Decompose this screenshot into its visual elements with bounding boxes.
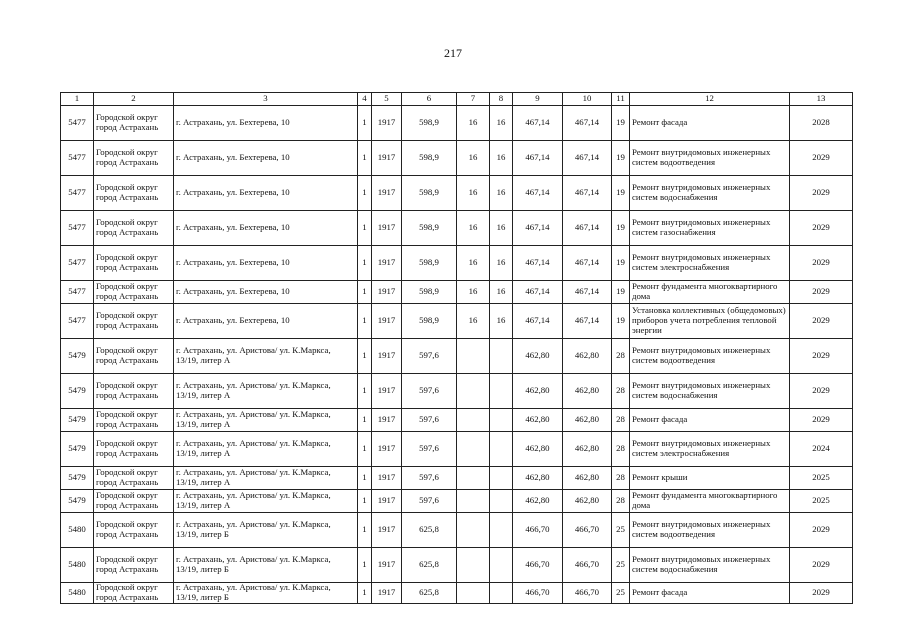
work-type-cell: Ремонт внутридомовых инженерных систем водоснабжения bbox=[630, 548, 790, 583]
column-7-cell: 16 bbox=[457, 176, 490, 211]
column-11-cell: 19 bbox=[612, 211, 630, 246]
plan-year-cell: 2029 bbox=[790, 583, 853, 604]
municipality-cell: Городской округ город Астрахань bbox=[94, 141, 174, 176]
column-9-cell: 462,80 bbox=[513, 374, 563, 409]
column-10-cell: 462,80 bbox=[563, 467, 612, 490]
column-4-cell: 1 bbox=[358, 211, 372, 246]
plan-year-cell: 2024 bbox=[790, 432, 853, 467]
work-type-cell: Ремонт фасада bbox=[630, 106, 790, 141]
municipality-cell: Городской округ город Астрахань bbox=[94, 513, 174, 548]
column-11-cell: 19 bbox=[612, 304, 630, 339]
table-row bbox=[61, 490, 853, 513]
area-cell: 597,6 bbox=[402, 467, 457, 490]
work-type-cell: Ремонт внутридомовых инженерных систем водоснабжения bbox=[630, 176, 790, 211]
address-cell: г. Астрахань, ул. Аристова/ ул. К.Маркса, 13/19, литер Б bbox=[174, 583, 358, 604]
column-header: 9 bbox=[513, 93, 563, 106]
address-cell: г. Астрахань, ул. Бехтерева, 10 bbox=[174, 106, 358, 141]
work-type-cell: Ремонт фундамента многоквартирного дома bbox=[630, 281, 790, 304]
column-10-cell: 462,80 bbox=[563, 339, 612, 374]
column-8-cell bbox=[490, 467, 513, 490]
address-cell: г. Астрахань, ул. Аристова/ ул. К.Маркса, 13/19, литер Б bbox=[174, 513, 358, 548]
municipality-cell: Городской округ город Астрахань bbox=[94, 583, 174, 604]
table-row bbox=[61, 176, 853, 211]
column-10-cell: 467,14 bbox=[563, 211, 612, 246]
year-cell: 1917 bbox=[372, 176, 402, 211]
column-9-cell: 462,80 bbox=[513, 339, 563, 374]
area-cell: 598,9 bbox=[402, 304, 457, 339]
column-7-cell bbox=[457, 583, 490, 604]
column-7-cell: 16 bbox=[457, 106, 490, 141]
column-header: 4 bbox=[358, 93, 372, 106]
plan-year-cell: 2029 bbox=[790, 176, 853, 211]
work-type-cell: Ремонт крыши bbox=[630, 467, 790, 490]
work-type-cell: Ремонт внутридомовых инженерных систем электроснабжения bbox=[630, 432, 790, 467]
year-cell: 1917 bbox=[372, 409, 402, 432]
column-11-cell: 19 bbox=[612, 281, 630, 304]
column-4-cell: 1 bbox=[358, 409, 372, 432]
municipality-cell: Городской округ город Астрахань bbox=[94, 467, 174, 490]
column-9-cell: 466,70 bbox=[513, 513, 563, 548]
year-cell: 1917 bbox=[372, 106, 402, 141]
row-id-cell: 5477 bbox=[61, 106, 94, 141]
column-header: 5 bbox=[372, 93, 402, 106]
column-8-cell bbox=[490, 339, 513, 374]
table-row bbox=[61, 211, 853, 246]
year-cell: 1917 bbox=[372, 304, 402, 339]
year-cell: 1917 bbox=[372, 467, 402, 490]
column-8-cell bbox=[490, 490, 513, 513]
column-10-cell: 467,14 bbox=[563, 281, 612, 304]
column-7-cell: 16 bbox=[457, 141, 490, 176]
plan-year-cell: 2029 bbox=[790, 374, 853, 409]
row-id-cell: 5477 bbox=[61, 246, 94, 281]
plan-year-cell: 2029 bbox=[790, 548, 853, 583]
column-8-cell: 16 bbox=[490, 246, 513, 281]
address-cell: г. Астрахань, ул. Аристова/ ул. К.Маркса, 13/19, литер А bbox=[174, 467, 358, 490]
column-8-cell: 16 bbox=[490, 176, 513, 211]
column-header: 8 bbox=[490, 93, 513, 106]
column-7-cell bbox=[457, 432, 490, 467]
column-4-cell: 1 bbox=[358, 432, 372, 467]
column-11-cell: 28 bbox=[612, 467, 630, 490]
column-7-cell bbox=[457, 409, 490, 432]
row-id-cell: 5479 bbox=[61, 432, 94, 467]
column-11-cell: 25 bbox=[612, 583, 630, 604]
column-header: 2 bbox=[94, 93, 174, 106]
work-type-cell: Ремонт внутридомовых инженерных систем водоотведения bbox=[630, 339, 790, 374]
area-cell: 625,8 bbox=[402, 513, 457, 548]
column-8-cell bbox=[490, 432, 513, 467]
column-9-cell: 462,80 bbox=[513, 467, 563, 490]
column-9-cell: 467,14 bbox=[513, 176, 563, 211]
municipality-cell: Городской округ город Астрахань bbox=[94, 106, 174, 141]
column-4-cell: 1 bbox=[358, 176, 372, 211]
address-cell: г. Астрахань, ул. Аристова/ ул. К.Маркса, 13/19, литер А bbox=[174, 374, 358, 409]
table-row bbox=[61, 374, 853, 409]
plan-year-cell: 2029 bbox=[790, 281, 853, 304]
page-number: 217 bbox=[444, 46, 462, 60]
row-id-cell: 5477 bbox=[61, 176, 94, 211]
table-row bbox=[61, 304, 853, 339]
municipality-cell: Городской округ город Астрахань bbox=[94, 339, 174, 374]
municipality-cell: Городской округ город Астрахань bbox=[94, 211, 174, 246]
table-row bbox=[61, 513, 853, 548]
column-8-cell bbox=[490, 548, 513, 583]
work-type-cell: Ремонт внутридомовых инженерных систем водоотведения bbox=[630, 513, 790, 548]
year-cell: 1917 bbox=[372, 281, 402, 304]
column-8-cell: 16 bbox=[490, 304, 513, 339]
municipality-cell: Городской округ город Астрахань bbox=[94, 409, 174, 432]
column-7-cell bbox=[457, 490, 490, 513]
work-type-cell: Ремонт внутридомовых инженерных систем водоотведения bbox=[630, 141, 790, 176]
column-4-cell: 1 bbox=[358, 374, 372, 409]
year-cell: 1917 bbox=[372, 141, 402, 176]
address-cell: г. Астрахань, ул. Бехтерева, 10 bbox=[174, 304, 358, 339]
plan-year-cell: 2029 bbox=[790, 513, 853, 548]
work-type-cell: Ремонт фундамента многоквартирного дома bbox=[630, 490, 790, 513]
column-4-cell: 1 bbox=[358, 246, 372, 281]
column-7-cell bbox=[457, 374, 490, 409]
column-header: 7 bbox=[457, 93, 490, 106]
column-number-row bbox=[61, 93, 853, 106]
column-11-cell: 19 bbox=[612, 106, 630, 141]
column-11-cell: 28 bbox=[612, 409, 630, 432]
column-4-cell: 1 bbox=[358, 490, 372, 513]
plan-year-cell: 2029 bbox=[790, 141, 853, 176]
area-cell: 597,6 bbox=[402, 490, 457, 513]
table-row bbox=[61, 281, 853, 304]
column-7-cell bbox=[457, 513, 490, 548]
address-cell: г. Астрахань, ул. Аристова/ ул. К.Маркса, 13/19, литер А bbox=[174, 490, 358, 513]
column-9-cell: 466,70 bbox=[513, 583, 563, 604]
column-9-cell: 462,80 bbox=[513, 409, 563, 432]
area-cell: 598,9 bbox=[402, 246, 457, 281]
table-row bbox=[61, 467, 853, 490]
column-7-cell: 16 bbox=[457, 211, 490, 246]
address-cell: г. Астрахань, ул. Аристова/ ул. К.Маркса, 13/19, литер А bbox=[174, 339, 358, 374]
column-9-cell: 467,14 bbox=[513, 106, 563, 141]
column-8-cell: 16 bbox=[490, 141, 513, 176]
column-header: 12 bbox=[630, 93, 790, 106]
row-id-cell: 5480 bbox=[61, 548, 94, 583]
column-10-cell: 462,80 bbox=[563, 432, 612, 467]
table-row bbox=[61, 339, 853, 374]
column-4-cell: 1 bbox=[358, 304, 372, 339]
area-cell: 625,8 bbox=[402, 583, 457, 604]
column-8-cell bbox=[490, 374, 513, 409]
table-row bbox=[61, 106, 853, 141]
year-cell: 1917 bbox=[372, 246, 402, 281]
column-7-cell bbox=[457, 339, 490, 374]
column-10-cell: 467,14 bbox=[563, 304, 612, 339]
column-10-cell: 462,80 bbox=[563, 409, 612, 432]
row-id-cell: 5479 bbox=[61, 374, 94, 409]
plan-year-cell: 2029 bbox=[790, 409, 853, 432]
column-4-cell: 1 bbox=[358, 513, 372, 548]
column-10-cell: 466,70 bbox=[563, 583, 612, 604]
address-cell: г. Астрахань, ул. Аристова/ ул. К.Маркса, 13/19, литер А bbox=[174, 409, 358, 432]
column-10-cell: 467,14 bbox=[563, 106, 612, 141]
plan-year-cell: 2029 bbox=[790, 304, 853, 339]
column-11-cell: 28 bbox=[612, 432, 630, 467]
table-row bbox=[61, 583, 853, 604]
column-9-cell: 467,14 bbox=[513, 281, 563, 304]
column-9-cell: 467,14 bbox=[513, 304, 563, 339]
column-11-cell: 28 bbox=[612, 490, 630, 513]
plan-year-cell: 2029 bbox=[790, 211, 853, 246]
column-4-cell: 1 bbox=[358, 106, 372, 141]
column-7-cell: 16 bbox=[457, 246, 490, 281]
table-row bbox=[61, 409, 853, 432]
row-id-cell: 5479 bbox=[61, 409, 94, 432]
year-cell: 1917 bbox=[372, 432, 402, 467]
year-cell: 1917 bbox=[372, 490, 402, 513]
municipality-cell: Городской округ город Астрахань bbox=[94, 176, 174, 211]
repair-program-table bbox=[60, 92, 853, 604]
plan-year-cell: 2025 bbox=[790, 490, 853, 513]
address-cell: г. Астрахань, ул. Аристова/ ул. К.Маркса, 13/19, литер А bbox=[174, 432, 358, 467]
municipality-cell: Городской округ город Астрахань bbox=[94, 432, 174, 467]
column-8-cell: 16 bbox=[490, 211, 513, 246]
column-9-cell: 467,14 bbox=[513, 141, 563, 176]
column-11-cell: 19 bbox=[612, 176, 630, 211]
area-cell: 598,9 bbox=[402, 106, 457, 141]
plan-year-cell: 2028 bbox=[790, 106, 853, 141]
column-9-cell: 466,70 bbox=[513, 548, 563, 583]
column-10-cell: 467,14 bbox=[563, 141, 612, 176]
table-row bbox=[61, 432, 853, 467]
area-cell: 597,6 bbox=[402, 409, 457, 432]
column-10-cell: 466,70 bbox=[563, 513, 612, 548]
column-7-cell bbox=[457, 548, 490, 583]
work-type-cell: Ремонт внутридомовых инженерных систем газоснабжения bbox=[630, 211, 790, 246]
column-8-cell: 16 bbox=[490, 281, 513, 304]
column-8-cell bbox=[490, 513, 513, 548]
column-10-cell: 462,80 bbox=[563, 490, 612, 513]
column-4-cell: 1 bbox=[358, 141, 372, 176]
column-9-cell: 462,80 bbox=[513, 490, 563, 513]
year-cell: 1917 bbox=[372, 548, 402, 583]
column-7-cell bbox=[457, 467, 490, 490]
column-11-cell: 28 bbox=[612, 339, 630, 374]
area-cell: 597,6 bbox=[402, 432, 457, 467]
column-11-cell: 25 bbox=[612, 513, 630, 548]
column-header: 6 bbox=[402, 93, 457, 106]
column-11-cell: 19 bbox=[612, 141, 630, 176]
column-header: 3 bbox=[174, 93, 358, 106]
year-cell: 1917 bbox=[372, 339, 402, 374]
work-type-cell: Ремонт внутридомовых инженерных систем водоснабжения bbox=[630, 374, 790, 409]
column-11-cell: 28 bbox=[612, 374, 630, 409]
column-9-cell: 462,80 bbox=[513, 432, 563, 467]
plan-year-cell: 2025 bbox=[790, 467, 853, 490]
row-id-cell: 5477 bbox=[61, 281, 94, 304]
address-cell: г. Астрахань, ул. Бехтерева, 10 bbox=[174, 211, 358, 246]
column-4-cell: 1 bbox=[358, 583, 372, 604]
row-id-cell: 5480 bbox=[61, 583, 94, 604]
area-cell: 598,9 bbox=[402, 211, 457, 246]
column-10-cell: 467,14 bbox=[563, 246, 612, 281]
table-row bbox=[61, 141, 853, 176]
plan-year-cell: 2029 bbox=[790, 246, 853, 281]
table-row bbox=[61, 246, 853, 281]
column-header: 11 bbox=[612, 93, 630, 106]
municipality-cell: Городской округ город Астрахань bbox=[94, 246, 174, 281]
area-cell: 625,8 bbox=[402, 548, 457, 583]
column-4-cell: 1 bbox=[358, 548, 372, 583]
column-header: 10 bbox=[563, 93, 612, 106]
municipality-cell: Городской округ город Астрахань bbox=[94, 490, 174, 513]
row-id-cell: 5479 bbox=[61, 339, 94, 374]
column-11-cell: 19 bbox=[612, 246, 630, 281]
address-cell: г. Астрахань, ул. Бехтерева, 10 bbox=[174, 141, 358, 176]
column-header: 13 bbox=[790, 93, 853, 106]
area-cell: 598,9 bbox=[402, 281, 457, 304]
area-cell: 598,9 bbox=[402, 176, 457, 211]
work-type-cell: Установка коллективных (общедомовых) приборов учета потребления тепловой энергии bbox=[630, 304, 790, 339]
column-7-cell: 16 bbox=[457, 281, 490, 304]
table-row bbox=[61, 548, 853, 583]
address-cell: г. Астрахань, ул. Бехтерева, 10 bbox=[174, 176, 358, 211]
row-id-cell: 5477 bbox=[61, 141, 94, 176]
column-10-cell: 462,80 bbox=[563, 374, 612, 409]
column-7-cell: 16 bbox=[457, 304, 490, 339]
column-8-cell bbox=[490, 583, 513, 604]
column-4-cell: 1 bbox=[358, 281, 372, 304]
municipality-cell: Городской округ город Астрахань bbox=[94, 281, 174, 304]
work-type-cell: Ремонт фасада bbox=[630, 409, 790, 432]
municipality-cell: Городской округ город Астрахань bbox=[94, 548, 174, 583]
work-type-cell: Ремонт внутридомовых инженерных систем электроснабжения bbox=[630, 246, 790, 281]
column-11-cell: 25 bbox=[612, 548, 630, 583]
area-cell: 597,6 bbox=[402, 339, 457, 374]
year-cell: 1917 bbox=[372, 374, 402, 409]
row-id-cell: 5477 bbox=[61, 211, 94, 246]
area-cell: 598,9 bbox=[402, 141, 457, 176]
column-4-cell: 1 bbox=[358, 467, 372, 490]
column-8-cell bbox=[490, 409, 513, 432]
column-8-cell: 16 bbox=[490, 106, 513, 141]
area-cell: 597,6 bbox=[402, 374, 457, 409]
municipality-cell: Городской округ город Астрахань bbox=[94, 374, 174, 409]
address-cell: г. Астрахань, ул. Бехтерева, 10 bbox=[174, 246, 358, 281]
year-cell: 1917 bbox=[372, 583, 402, 604]
plan-year-cell: 2029 bbox=[790, 339, 853, 374]
column-header: 1 bbox=[61, 93, 94, 106]
row-id-cell: 5480 bbox=[61, 513, 94, 548]
row-id-cell: 5477 bbox=[61, 304, 94, 339]
row-id-cell: 5479 bbox=[61, 490, 94, 513]
column-10-cell: 466,70 bbox=[563, 548, 612, 583]
column-9-cell: 467,14 bbox=[513, 211, 563, 246]
column-9-cell: 467,14 bbox=[513, 246, 563, 281]
column-4-cell: 1 bbox=[358, 339, 372, 374]
address-cell: г. Астрахань, ул. Бехтерева, 10 bbox=[174, 281, 358, 304]
municipality-cell: Городской округ город Астрахань bbox=[94, 304, 174, 339]
column-10-cell: 467,14 bbox=[563, 176, 612, 211]
address-cell: г. Астрахань, ул. Аристова/ ул. К.Маркса, 13/19, литер Б bbox=[174, 548, 358, 583]
work-type-cell: Ремонт фасада bbox=[630, 583, 790, 604]
year-cell: 1917 bbox=[372, 513, 402, 548]
row-id-cell: 5479 bbox=[61, 467, 94, 490]
year-cell: 1917 bbox=[372, 211, 402, 246]
